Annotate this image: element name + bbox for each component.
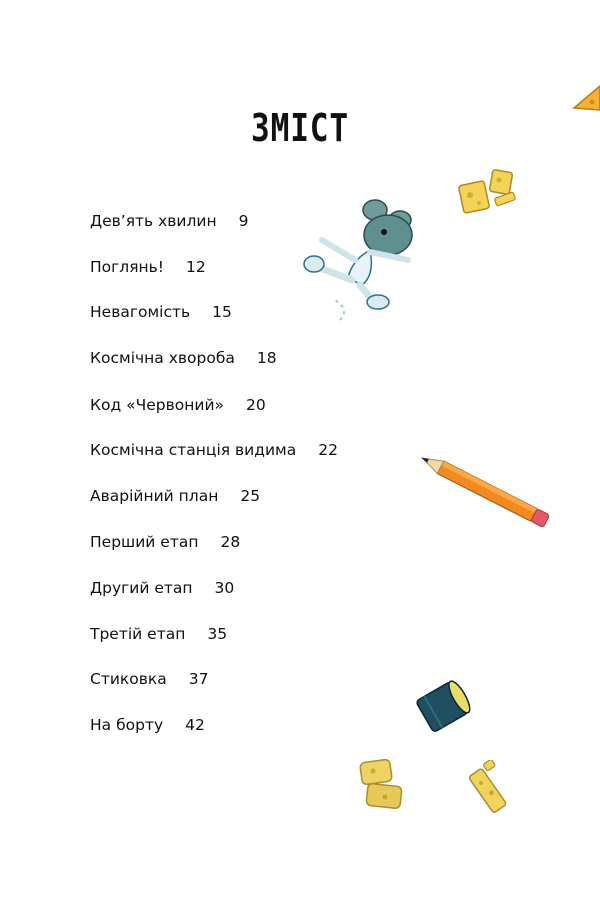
toc-entry-page: 15	[212, 303, 232, 321]
toc-entry-label: Дев’ять хвилин	[90, 212, 217, 230]
toc-entry-label: Стиковка	[90, 670, 167, 688]
toc-entry[interactable]	[90, 348, 277, 368]
cheese-wedge-icon	[570, 78, 600, 118]
toc-entry[interactable]	[90, 715, 205, 735]
toc-entry-label: Аварійний план	[90, 487, 219, 505]
toc-entry-page: 12	[186, 258, 206, 276]
toc-entry-label: Космічна станція видима	[90, 441, 297, 459]
toc-entry-page: 22	[318, 441, 338, 459]
toc-entry-label: Невагомість	[90, 303, 191, 321]
toc-entry-page: 18	[256, 349, 277, 367]
toc-entry-label: Поглянь!	[90, 258, 164, 276]
toc-entry-page: 42	[185, 716, 205, 734]
toc-entry[interactable]	[90, 211, 249, 231]
toc-entry-label: Код «Червоний»	[90, 396, 224, 414]
page-title: ЗМІСТ	[251, 106, 349, 150]
toc-entry-page: 9	[238, 212, 249, 230]
toc-entry-page: 20	[246, 396, 266, 414]
toc-entry-page: 30	[214, 579, 235, 597]
toc-entry-label: Космічна хвороба	[90, 349, 235, 367]
pencil-icon	[405, 445, 565, 535]
toc-entry-page: 37	[188, 670, 209, 688]
toc-entry[interactable]	[90, 486, 260, 506]
toc-entry-label: Другий етап	[90, 579, 193, 597]
toc-entry[interactable]	[90, 302, 232, 322]
toc-entry[interactable]	[90, 669, 209, 689]
cheese-stick-icon	[465, 760, 520, 820]
cheese-slices-icon	[355, 755, 415, 815]
cheese-cubes-icon	[455, 165, 525, 225]
toc-entry[interactable]	[90, 440, 338, 460]
toc-entry[interactable]	[90, 257, 206, 277]
toc-entry-page: 35	[207, 625, 228, 643]
toc-entry[interactable]	[90, 624, 227, 644]
toc-entry-page: 28	[220, 533, 241, 551]
toc-entry-label: Перший етап	[90, 533, 199, 551]
toc-entry[interactable]	[90, 395, 266, 415]
toc-entry-label: На борту	[90, 716, 164, 734]
toc-entry[interactable]	[90, 532, 240, 552]
toc-entry[interactable]	[90, 578, 234, 598]
toc-entry-label: Третій етап	[90, 625, 186, 643]
astronaut-mouse-icon	[300, 190, 435, 335]
toc-entry-page: 25	[240, 487, 261, 505]
tin-can-icon	[410, 675, 475, 740]
